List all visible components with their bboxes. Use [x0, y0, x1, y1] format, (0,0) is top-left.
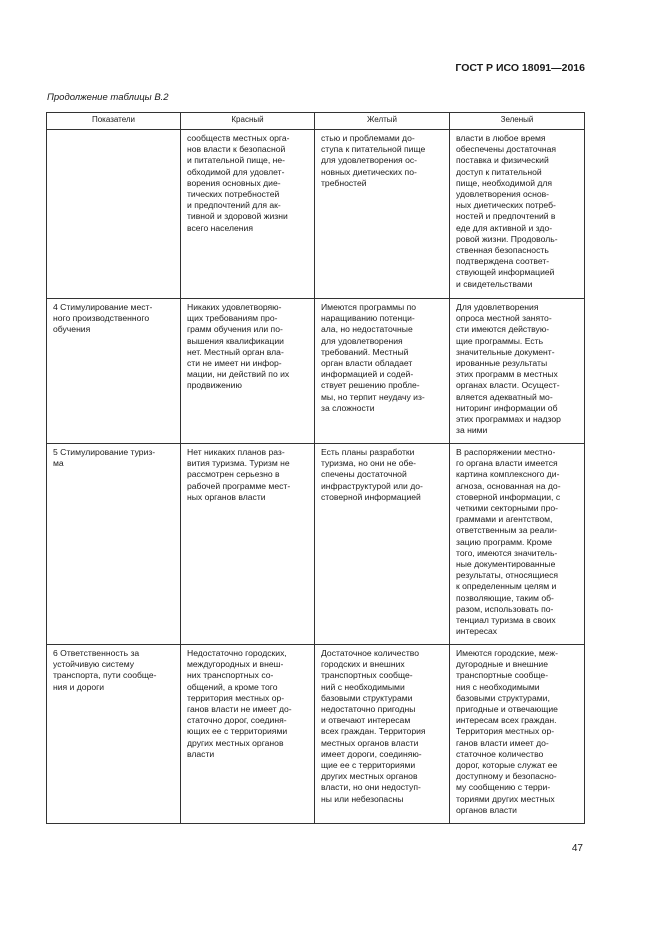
- green-cell: [450, 444, 585, 645]
- header-green: Зеленый: [450, 113, 585, 130]
- yellow-text: Достаточное количество городских и внешних транспортных сообще- ний с необходимыми базовыми структурами недостаточно пригодны и отвечают интересам всех граждан. Территория местных органов власти имеет дороги, соединяю- щие ее с территориями других местных органов власти, но они недоступ- ны или небезопасны: [321, 648, 426, 804]
- table-header-row: [47, 113, 585, 130]
- table-row: [47, 645, 585, 824]
- green-text: В распоряжении местно- го органа власти имеется картина комплексного ди- агноза, основанная на до- стоверной информации, с четкими секторными про- граммами и агентством, ответственным за реали- зацию программ. Кроме того, имеются значитель- ные документированные результаты, относящиеся к определенным целям и позволяющие, таким об- разом, использовать по- тенциал туризма в своих интересах: [456, 447, 561, 637]
- green-cell: [450, 130, 585, 299]
- yellow-text: стью и проблемами до- ступа к питательной пище для удовлетворения ос- новных диетических по- требностей: [321, 133, 426, 188]
- header-indicators: Показатели: [47, 113, 181, 130]
- indicator-text: 6 Ответственность за устойчивую систему транспорта, пути сообще- ния и дороги: [53, 648, 157, 692]
- indicator-text: 5 Стимулирование туриз- ма: [53, 447, 156, 469]
- table-row: [47, 130, 585, 299]
- yellow-cell: [315, 130, 450, 299]
- yellow-cell: [315, 444, 450, 645]
- red-cell: [181, 444, 315, 645]
- green-text: Имеются городские, меж- дугородные и внешние транспортные сообще- ния с необходимыми базовыми структурами, пригодные и отвечающие интересам всех граждан. Территория местных ор- ганов власти имеет до- статочное количество дорог, которые служат ее доступному и безопасно- му сообщению с терри- ториями других местных органов власти: [456, 648, 559, 815]
- table-caption: Продолжение таблицы В.2: [47, 92, 169, 103]
- red-text: сообществ местных орга- нов власти к безопасной и питательной пище, не- обходимой для удовлет- ворения основных дие- тических потребностей и предпочтений для ак- тивной и здоровой жизни всего населения: [187, 133, 290, 233]
- table-row: [47, 444, 585, 645]
- indicator-cell: [47, 645, 181, 824]
- yellow-cell: [315, 299, 450, 444]
- indicator-cell: [47, 444, 181, 645]
- yellow-text: Имеются программы по наращиванию потенци- ала, но недостаточные для удовлетворения требований. Местный орган власти обладает информацией и содей- ствует решению пробле- мы, но терпит неудачу из- за сложности: [321, 302, 425, 413]
- green-cell: [450, 299, 585, 444]
- indicator-cell: [47, 299, 181, 444]
- red-text: Нет никаких планов раз- вития туризма. Туризм не рассмотрен серьезно в рабочей программе мест- ных органов власти: [187, 447, 291, 502]
- red-cell: [181, 645, 315, 824]
- green-text: Для удовлетворения опроса местной занято- сти имеются действую- щие программы. Есть значительные документ- ированные результаты этих программ в местных органах власти. Осущест- вляется адекватный мо- ниторинг информации об этих программах и надзор за ними: [456, 302, 561, 436]
- green-cell: [450, 645, 585, 824]
- red-cell: [181, 130, 315, 299]
- indicator-text: 4 Стимулирование мест- ного производственного обучения: [53, 302, 153, 335]
- red-text: Недостаточно городских, междугородных и внеш- них транспортных со- общений, а кроме того территория местных ор- ганов власти не имеет до- статочно дорог, соединя- ющих ее с территориями других местных органов власти: [187, 648, 292, 759]
- header-yellow: Желтый: [315, 113, 450, 130]
- page-number: 47: [571, 843, 583, 854]
- indicator-cell: [47, 130, 181, 299]
- red-cell: [181, 299, 315, 444]
- green-text: власти в любое время обеспечены достаточная поставка и физический доступ к питательной пище, необходимой для удовлетворения основ- ных диетических потреб- ностей и предпочтений в еде для активной и здо- ровой жизни. Продоволь- ственная безопасность подтверждена соответ- ствующей информацией и свидетельствами: [456, 133, 558, 289]
- table-row: [47, 299, 585, 444]
- yellow-cell: [315, 645, 450, 824]
- standard-header: ГОСТ Р ИСО 18091—2016: [455, 62, 585, 74]
- red-text: Никаких удовлетворяю- щих требованиям про- грамм обучения или по- вышения квалификации нет. Местный орган вла- сти не имеет ни инфор- мации, ни действий по их продвижению: [187, 302, 290, 391]
- yellow-text: Есть планы разработки туризма, но они не обе- спечены достаточной инфраструктурой или до- стоверной информацией: [321, 447, 423, 502]
- header-red: Красный: [181, 113, 315, 130]
- indicators-table: [46, 112, 585, 824]
